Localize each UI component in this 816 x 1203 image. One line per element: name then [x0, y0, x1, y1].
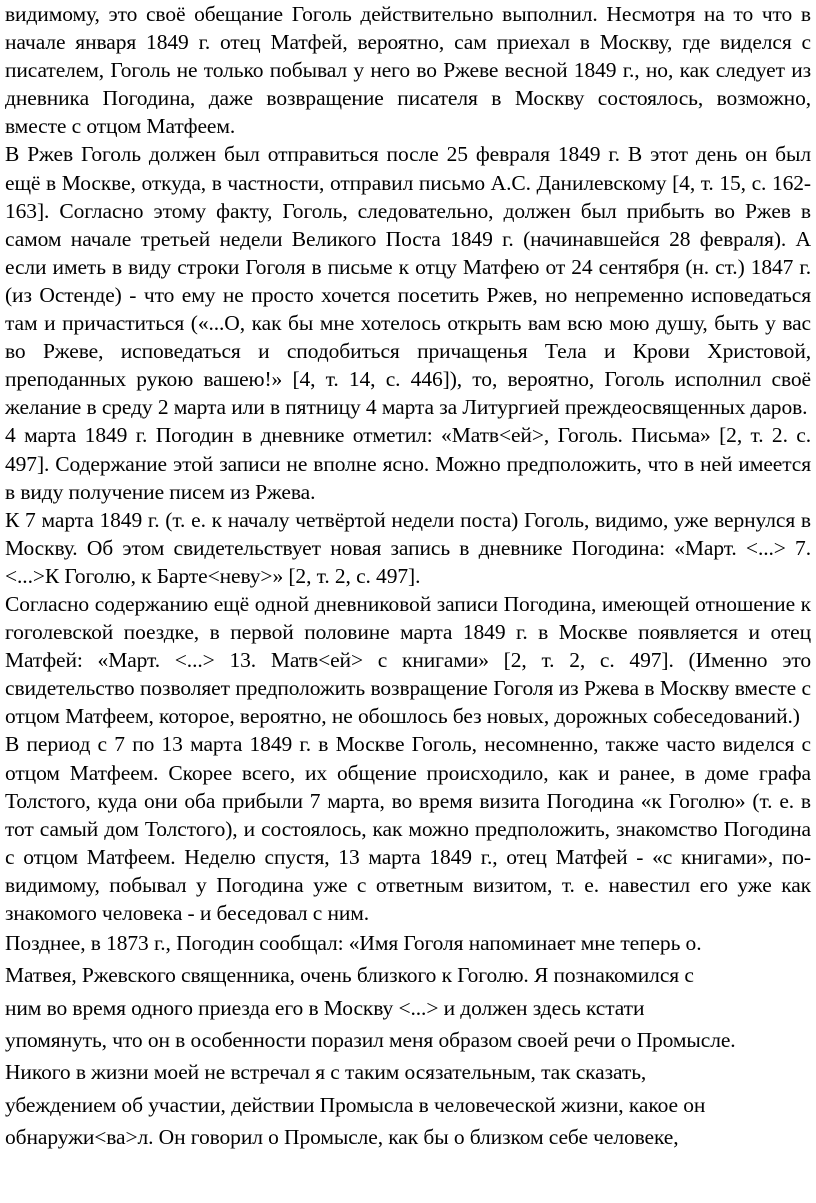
closing-line: ним во время одного приезда его в Москву <...> и должен здесь кстати	[5, 995, 645, 1020]
closing-line: Матвея, Ржевского священника, очень близкого к Гоголю. Я познакомился с	[5, 963, 694, 988]
paragraph-3: 4 марта 1849 г. Погодин в дневнике отметил: «Матв<ей>, Гоголь. Письма» [2, т. 2. с. 497]. Содержание этой записи не вполне ясно. Можно предположить, что в ней имеется в виду получение писем из Ржева.	[5, 423, 811, 504]
closing-line: обнаружи<ва>л. Он говорил о Промысле, как бы о близком себе человеке,	[5, 1124, 679, 1149]
paragraph-5: Согласно содержанию ещё одной дневниковой записи Погодина, имеющей отношение к гоголевской поездке, в первой половине марта 1849 г. в Москве появляется и отец Матфей: «Март. <...> 13. Матв<ей> с книгами» [2, т. 2, с. 497]. (Именно это свидетельство позволяет предположить возвращение Гоголя из Ржева в Москву вместе с отцом Матфеем, которое, вероятно, не обошлось без новых, дорожных собеседований.)	[5, 591, 811, 729]
closing-line: упомянуть, что он в особенности поразил меня образом своей речи о Промысле.	[5, 1027, 736, 1052]
closing-line: Позднее, в 1873 г., Погодин сообщал: «Имя Гоголя напоминает мне теперь о.	[5, 931, 702, 956]
paragraph-2: В Ржев Гоголь должен был отправиться после 25 февраля 1849 г. В этот день он был ещё в Москве, откуда, в частности, отправил письмо А.С. Данилевскому [4, т. 15, с. 162-163]. Согласно этому факту, Гоголь, следовательно, должен был прибыть во Ржев в самом начале третьей недели Великого Поста 1849 г. (начинавшейся 28 февраля). А если иметь в виду строки Гоголя в письме к отцу Матфею от 24 сентября (н. ст.) 1847 г. (из Остенде) - что ему не просто хочется посетить Ржев, но непременно исповедаться там и причаститься («...О, как бы мне хотелось открыть вам всю мою душу, быть у вас во Ржеве, исповедаться и сподобиться причащенья Тела и Крови Христовой, преподанных рукою вашею!» [4, т. 14, с. 446]), то, вероятно, Гоголь исполнил своё желание в среду 2 марта или в пятницу 4 марта за Литургией преждеосвященных даров.	[5, 142, 811, 420]
paragraph-4: К 7 марта 1849 г. (т. е. к началу четвёртой недели поста) Гоголь, видимо, уже вернулся в Москву. Об этом свидетельствует новая запись в дневнике Погодина: «Март. <...> 7.<...>К Гоголю, к Барте<неву>» [2, т. 2, с. 497].	[5, 507, 811, 588]
closing-paragraph	[5, 927, 811, 1153]
closing-line: Никого в жизни моей не встречал я с таким осязательным, так сказать,	[5, 1060, 647, 1085]
closing-line: убеждением об участии, действии Промысла в человеческой жизни, какое он	[5, 1092, 706, 1117]
document-body	[5, 0, 811, 927]
paragraph-6: В период с 7 по 13 марта 1849 г. в Москве Гоголь, несомненно, также часто виделся с отцом Матфеем. Скорее всего, их общение происходило, как и ранее, в доме графа Толстого, куда они оба прибыли 7 марта, во время визита Погодина «к Гоголю» (т. е. в тот самый дом Толстого), и состоялось, как можно предположить, знакомство Погодина с отцом Матфеем. Неделю спустя, 13 марта 1849 г., отец Матфей - «с книгами», по-видимому, побывал у Погодина уже с ответным визитом, т. е. навестил его уже как знакомого человека - и беседовал с ним.	[5, 732, 811, 925]
paragraph-1: видимому, это своё обещание Гоголь действительно выполнил. Несмотря на то что в начале января 1849 г. отец Матфей, вероятно, сам приехал в Москву, где виделся с писателем, Гоголь не только побывал у него во Ржеве весной 1849 г., но, как следует из дневника Погодина, даже возвращение писателя в Москву состоялось, возможно, вместе с отцом Матфеем.	[5, 2, 811, 139]
